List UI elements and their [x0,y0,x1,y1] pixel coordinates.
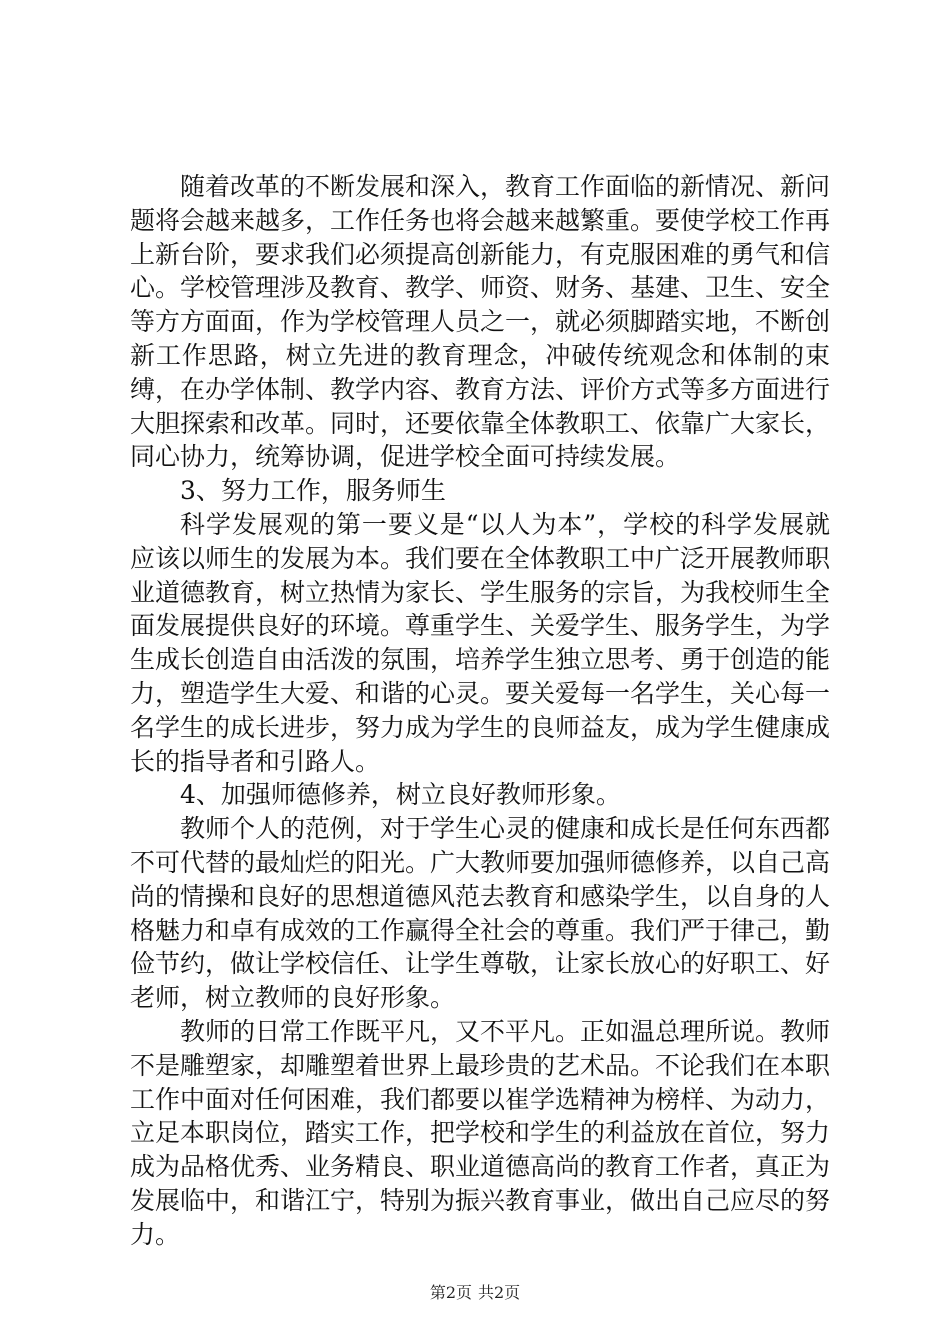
section-heading-3: 3、努力工作，服务师生 [180,476,446,506]
paragraph-teacher-example: 教师个人的范例，对于学生心灵的健康和成长是任何东西都不可代替的最灿烂的阳光。广大教师要加强师德修养，以自己高尚的情操和良好的思想道德风范去教育和感染学生，以自身的人格魅力和卓有成效的工作赢得全社会的尊重。我们严于律己，勤俭节约，做让学校信任、让学生尊敬，让家长放心的好职工、好老师，树立教师的良好形象。 [130,814,831,1013]
section-heading-4: 4、加强师德修养，树立良好教师形象。 [180,780,621,810]
document-body [130,170,830,1252]
page-total: 共2页 [478,1283,521,1302]
paragraph-reform: 随着改革的不断发展和深入，教育工作面临的新情况、新问题将会越来越多，工作任务也将会越来越繁重。要使学校工作再上新台阶，要求我们必须提高创新能力，有克服困难的勇气和信心。学校管理涉及教育、教学、师资、财务、基建、卫生、安全等方方面面，作为学校管理人员之一，就必须脚踏实地，不断创新工作思路，树立先进的教育理念，冲破传统观念和体制的束缚，在办学体制、教学内容、教育方法、评价方式等多方面进行大胆探索和改革。同时，还要依靠全体教职工、依靠广大家长，同心协力，统筹协调，促进学校全面可持续发展。 [130,172,831,472]
paragraph-people-oriented: 科学发展观的第一要义是“以人为本”，学校的科学发展就应该以师生的发展为本。我们要在全体教职工中广泛开展教师职业道德教育，树立热情为家长、学生服务的宗旨，为我校师生全面发展提供良好的环境。尊重学生、关爱学生、服务学生，为学生成长创造自由活泼的氛围，培养学生独立思考、勇于创造的能力，塑造学生大爱、和谐的心灵。要关爱每一名学生，关心每一名学生的成长进步，努力成为学生的良师益友，成为学生健康成长的指导者和引路人。 [130,509,831,776]
page-footer [0,1283,950,1303]
paragraph-teacher-daily-work: 教师的日常工作既平凡，又不平凡。正如温总理所说。教师不是雕塑家，却雕塑着世界上最珍贵的艺术品。不论我们在本职工作中面对任何困难，我们都要以崔学选精神为榜样、为动力，立足本职岗位，踏实工作，把学校和学生的利益放在首位，努力成为品格优秀、业务精良、职业道德高尚的教育工作者，真正为发展临中，和谐江宁，特别为振兴教育事业，做出自己应尽的努力。 [130,1016,831,1249]
page-number: 第2页 [429,1283,472,1302]
